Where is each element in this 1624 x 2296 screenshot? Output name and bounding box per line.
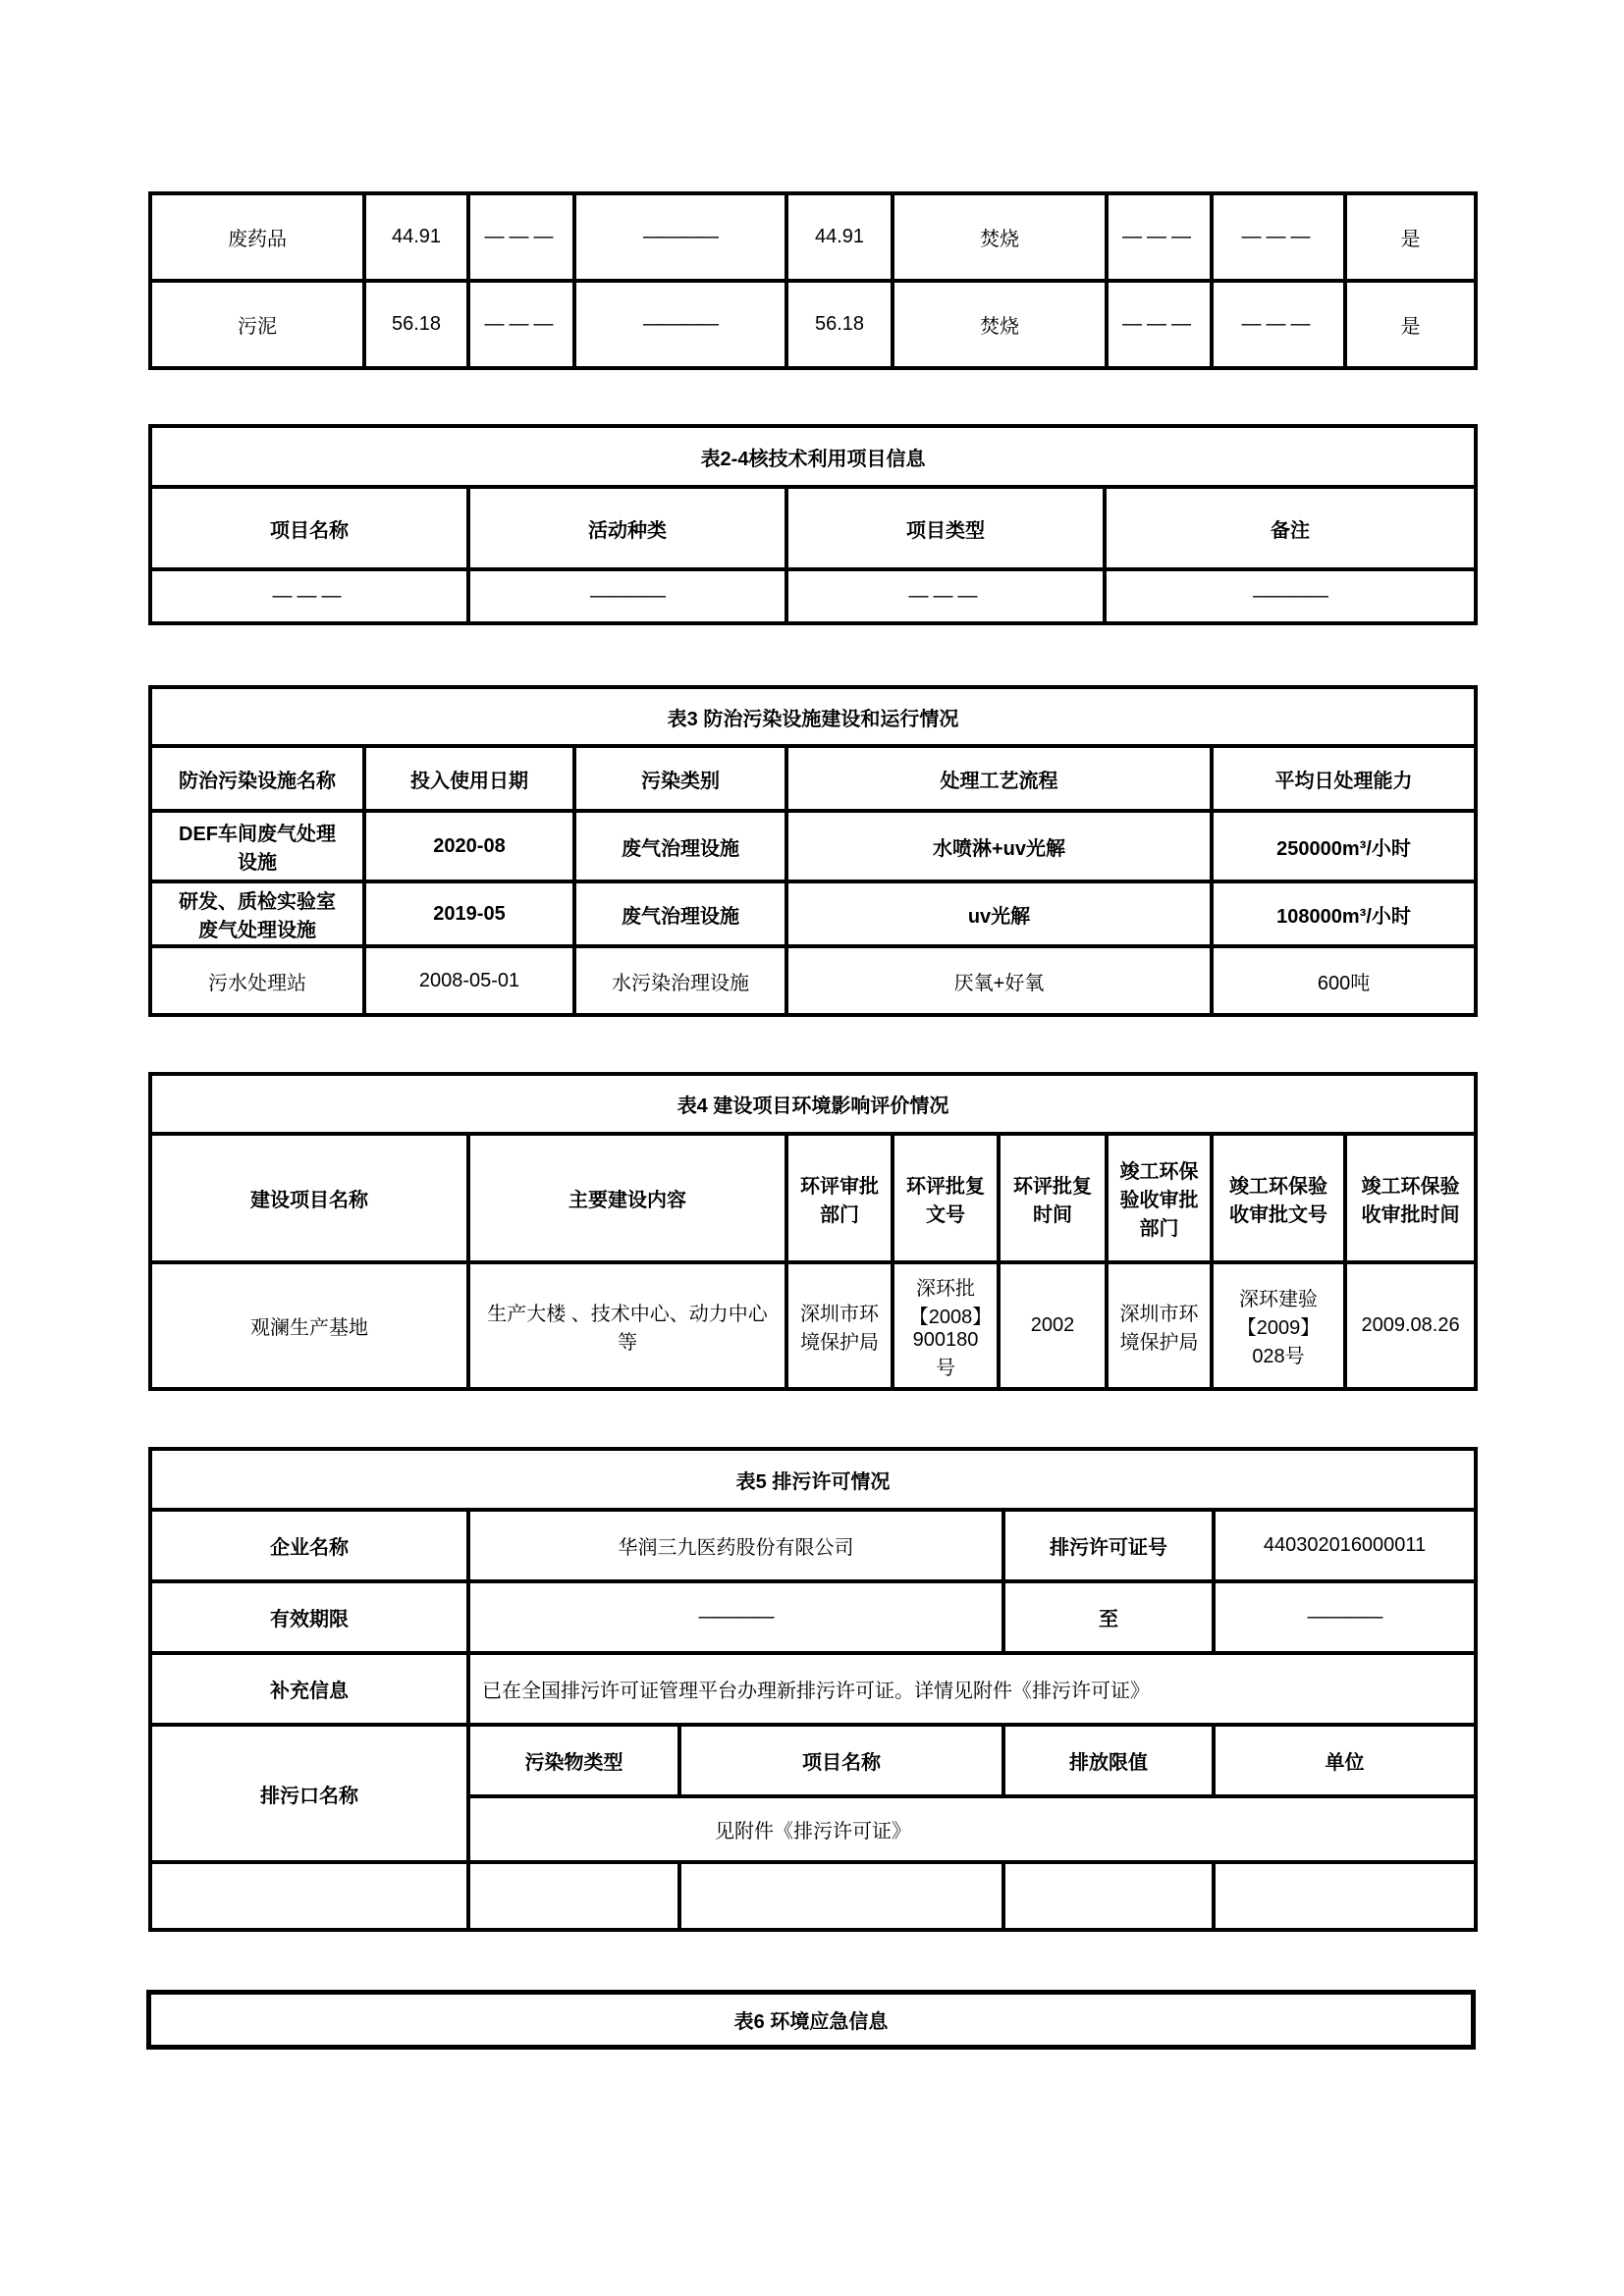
table-row: [150, 281, 1476, 368]
table-row: [150, 746, 1476, 811]
table-cell: 44.91: [786, 193, 893, 281]
table-cell: ———: [150, 569, 468, 623]
table-cell: 深环建验【2009】028号: [1212, 1262, 1345, 1389]
column-header: 项目名称: [679, 1725, 1003, 1796]
table-row: [150, 569, 1476, 623]
table-cell: 厌氧+好氧: [786, 946, 1212, 1015]
table-cell: ———: [786, 569, 1105, 623]
permit-no-cell: 440302016000011: [1214, 1510, 1476, 1581]
table-cell: 研发、质检实验室废气处理设施: [150, 881, 364, 946]
row-header-validity: 有效期限: [150, 1581, 468, 1653]
table-cell: 深圳市环境保护局: [1107, 1262, 1212, 1389]
discharge-permit-table: [148, 1447, 1478, 1932]
table-cell: 是: [1345, 281, 1476, 368]
table-title: 表3 防治污染设施建设和运行情况: [150, 687, 1476, 746]
table-cell: DEF车间废气处理设施: [150, 811, 364, 881]
column-header: 环评批复时间: [999, 1134, 1107, 1262]
table-row: [150, 1074, 1476, 1134]
table-row: [150, 426, 1476, 487]
table-row: [150, 1262, 1476, 1389]
column-header: 排放限值: [1003, 1725, 1214, 1796]
validity-from-cell: ————: [468, 1581, 1003, 1653]
column-header: 污染类别: [574, 746, 786, 811]
table-row: [150, 1134, 1476, 1262]
column-header: 主要建设内容: [468, 1134, 786, 1262]
column-header: 环评审批部门: [786, 1134, 893, 1262]
table-cell: 108000m³/小时: [1212, 881, 1476, 946]
table-cell: 污泥: [150, 281, 364, 368]
pollution-control-facilities-table: [148, 685, 1478, 1017]
table-cell: ————: [574, 193, 786, 281]
column-header: 投入使用日期: [364, 746, 574, 811]
empty-cell: [1003, 1862, 1214, 1930]
validity-to-cell: ————: [1214, 1581, 1476, 1653]
column-header: 备注: [1105, 487, 1476, 569]
empty-cell: [468, 1862, 679, 1930]
table-cell: 水喷淋+uv光解: [786, 811, 1212, 881]
table-row: [150, 811, 1476, 881]
column-header: 防治污染设施名称: [150, 746, 364, 811]
table-cell: 污水处理站: [150, 946, 364, 1015]
row-header-company: 企业名称: [150, 1510, 468, 1581]
column-header: 竣工环保验收审批时间: [1345, 1134, 1476, 1262]
attachment-note-cell: 见附件《排污许可证》: [468, 1796, 1476, 1862]
table-row: [150, 881, 1476, 946]
table-cell: ————: [574, 281, 786, 368]
table-title: 表4 建设项目环境影响评价情况: [150, 1074, 1476, 1134]
column-header: 单位: [1214, 1725, 1476, 1796]
row-header-supplement: 补充信息: [150, 1653, 468, 1725]
table-cell: ———: [1107, 193, 1212, 281]
column-header: 竣工环保验收审批文号: [1212, 1134, 1345, 1262]
table-cell: 是: [1345, 193, 1476, 281]
table-cell: 生产大楼 、技术中心、动力中心等: [468, 1262, 786, 1389]
row-header-to: 至: [1003, 1581, 1214, 1653]
table-cell: 焚烧: [893, 193, 1107, 281]
column-header: 污染物类型: [468, 1725, 679, 1796]
table-cell: 2002: [999, 1262, 1107, 1389]
table-cell: 水污染治理设施: [574, 946, 786, 1015]
table-row: [150, 1725, 1476, 1796]
empty-cell: [679, 1862, 1003, 1930]
table-row: [150, 1862, 1476, 1930]
table-row: [150, 687, 1476, 746]
table-cell: 250000m³/小时: [1212, 811, 1476, 881]
company-name-cell: 华润三九医药股份有限公司: [468, 1510, 1003, 1581]
table-cell: ———: [468, 193, 574, 281]
table-cell: uv光解: [786, 881, 1212, 946]
table-cell: 2020-08: [364, 811, 574, 881]
table-cell: 2008-05-01: [364, 946, 574, 1015]
table-cell: 2009.08.26: [1345, 1262, 1476, 1389]
column-header: 项目名称: [150, 487, 468, 569]
nuclear-tech-project-table: [148, 424, 1478, 625]
column-header: 建设项目名称: [150, 1134, 468, 1262]
table-cell: ———: [1212, 193, 1345, 281]
table-cell: 深环批【2008】900180号: [893, 1262, 999, 1389]
column-header: 竣工环保验收审批部门: [1107, 1134, 1212, 1262]
column-header: 活动种类: [468, 487, 786, 569]
table-row: [150, 946, 1476, 1015]
project-eia-table: [148, 1072, 1478, 1391]
supplement-cell: 已在全国排污许可证管理平台办理新排污许可证。详情见附件《排污许可证》: [468, 1653, 1476, 1725]
table-row: [150, 1449, 1476, 1510]
table-cell: 焚烧: [893, 281, 1107, 368]
table-cell: 深圳市环境保护局: [786, 1262, 893, 1389]
table-title: 表6 环境应急信息: [149, 1993, 1474, 2048]
column-header: 项目类型: [786, 487, 1105, 569]
hazardous-waste-table-continued: [148, 191, 1478, 370]
table-cell: 56.18: [786, 281, 893, 368]
table-cell: 废药品: [150, 193, 364, 281]
table-title: 表2-4核技术利用项目信息: [150, 426, 1476, 487]
table-cell: 废气治理设施: [574, 881, 786, 946]
table-cell: 44.91: [364, 193, 468, 281]
table-cell: 56.18: [364, 281, 468, 368]
table-cell: 2019-05: [364, 881, 574, 946]
empty-cell: [150, 1862, 468, 1930]
table-row: [150, 1510, 1476, 1581]
table-row: [150, 1581, 1476, 1653]
empty-cell: [1214, 1862, 1476, 1930]
column-header: 环评批复文号: [893, 1134, 999, 1262]
table-cell: ———: [468, 281, 574, 368]
row-header-permit-no: 排污许可证号: [1003, 1510, 1214, 1581]
table-row: [150, 487, 1476, 569]
table-cell: 废气治理设施: [574, 811, 786, 881]
table-row: [150, 1653, 1476, 1725]
table-cell: 600吨: [1212, 946, 1476, 1015]
table-cell: ————: [468, 569, 786, 623]
environmental-emergency-table: [146, 1990, 1476, 2050]
column-header: 平均日处理能力: [1212, 746, 1476, 811]
column-header: 处理工艺流程: [786, 746, 1212, 811]
table-cell: ———: [1212, 281, 1345, 368]
table-row: [149, 1993, 1474, 2048]
table-title: 表5 排污许可情况: [150, 1449, 1476, 1510]
column-header-outlet: 排污口名称: [150, 1725, 468, 1862]
table-cell: ————: [1105, 569, 1476, 623]
table-cell: ———: [1107, 281, 1212, 368]
table-row: [150, 193, 1476, 281]
table-cell: 观澜生产基地: [150, 1262, 468, 1389]
